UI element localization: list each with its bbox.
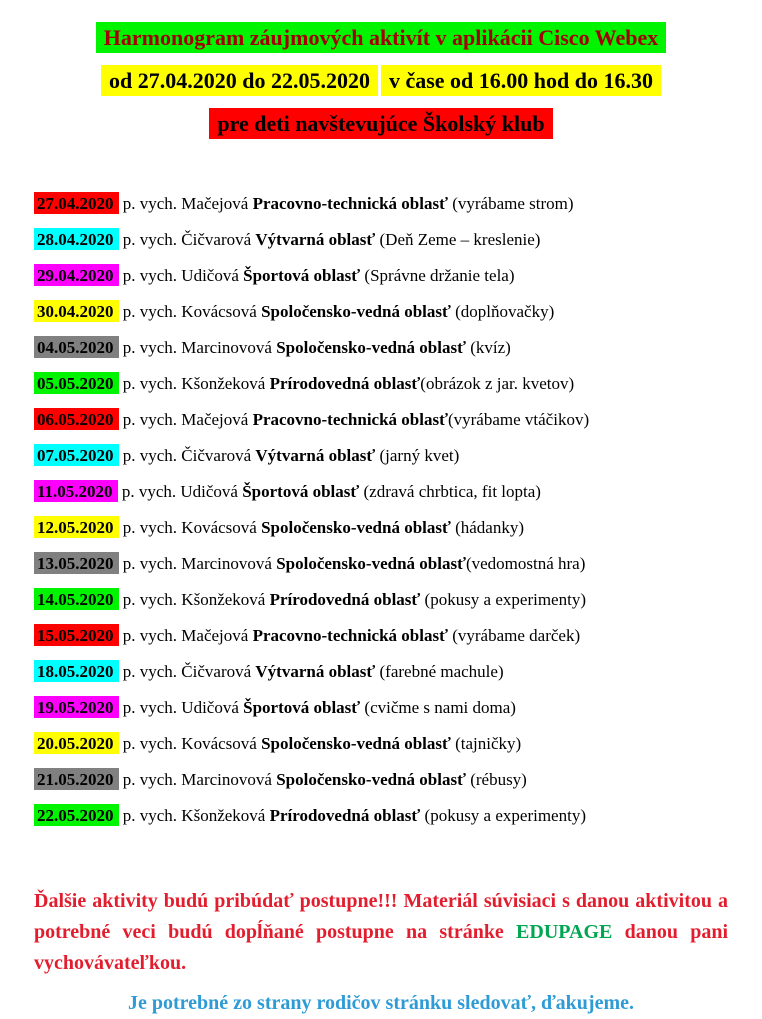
date-badge: 30.04.2020 <box>34 300 119 322</box>
date-badge: 12.05.2020 <box>34 516 119 538</box>
activity-area: Prírodovedná oblasť <box>269 806 421 825</box>
teacher-name: Kovácsová <box>181 302 257 321</box>
date-badge: 22.05.2020 <box>34 804 119 826</box>
activity-area: Športová oblasť <box>243 698 361 717</box>
teacher-name: Marcinovová <box>181 554 272 573</box>
schedule-row <box>34 264 762 286</box>
schedule-row <box>34 228 762 250</box>
activity-note: (Deň Zeme – kreslenie) <box>375 230 541 249</box>
title-audience: pre deti navštevujúce Školský klub <box>209 108 552 139</box>
schedule-row <box>34 624 762 646</box>
title-line-1 <box>0 22 762 53</box>
date-badge: 11.05.2020 <box>34 480 118 502</box>
date-badge: 04.05.2020 <box>34 336 119 358</box>
date-badge: 07.05.2020 <box>34 444 119 466</box>
activity-note: (hádanky) <box>450 518 525 537</box>
teacher-prefix: p. vych. <box>122 266 178 285</box>
teacher-name: Kšonžeková <box>181 374 266 393</box>
footer-reminder <box>0 988 762 1019</box>
schedule-row <box>34 768 762 790</box>
activity-area: Športová oblasť <box>242 482 360 501</box>
footer-notice <box>34 886 728 979</box>
schedule-row <box>34 804 762 826</box>
activity-area: Výtvarná oblasť <box>255 230 376 249</box>
teacher-name: Mačejová <box>181 194 249 213</box>
schedule-row <box>34 336 762 358</box>
activity-note: (doplňovačky) <box>450 302 555 321</box>
date-badge: 18.05.2020 <box>34 660 119 682</box>
activity-area: Prírodovedná oblasť <box>269 590 421 609</box>
teacher-name: Marcinovová <box>181 338 272 357</box>
teacher-prefix: p. vych. <box>122 518 178 537</box>
teacher-prefix: p. vych. <box>122 698 178 717</box>
schedule-row <box>34 552 762 574</box>
activity-area: Pracovno-technická oblasť <box>252 194 448 213</box>
teacher-name: Čičvarová <box>181 662 252 681</box>
date-badge: 05.05.2020 <box>34 372 119 394</box>
reminder-text: Je potrebné zo strany rodičov stránku sledovať, ďakujeme. <box>127 992 634 1014</box>
teacher-name: Mačejová <box>181 626 249 645</box>
title-line-3 <box>0 108 762 139</box>
activity-area: Spoločensko-vedná oblasť <box>261 302 451 321</box>
schedule-list <box>34 192 762 826</box>
date-badge: 21.05.2020 <box>34 768 119 790</box>
date-badge: 28.04.2020 <box>34 228 119 250</box>
teacher-name: Udičová <box>181 266 239 285</box>
activity-note: (kvíz) <box>465 338 511 357</box>
date-badge: 19.05.2020 <box>34 696 119 718</box>
activity-area: Pracovno-technická oblasť <box>252 410 448 429</box>
activity-note: (pokusy a experimenty) <box>420 590 586 609</box>
activity-note: (pokusy a experimenty) <box>420 806 586 825</box>
teacher-name: Udičová <box>180 482 238 501</box>
teacher-prefix: p. vych. <box>122 734 178 753</box>
schedule-row <box>34 516 762 538</box>
title-time-range: v čase od 16.00 hod do 16.30 <box>381 65 661 96</box>
activity-area: Spoločensko-vedná oblasť <box>276 554 466 573</box>
teacher-prefix: p. vych. <box>122 806 178 825</box>
activity-area: Spoločensko-vedná oblasť <box>276 338 466 357</box>
teacher-name: Kovácsová <box>181 734 257 753</box>
activity-note: (vyrábame darček) <box>447 626 581 645</box>
activity-area: Športová oblasť <box>243 266 361 285</box>
schedule-row <box>34 660 762 682</box>
schedule-row <box>34 696 762 718</box>
activity-note: (tajničky) <box>450 734 522 753</box>
teacher-name: Čičvarová <box>181 446 252 465</box>
teacher-prefix: p. vych. <box>122 230 178 249</box>
activity-area: Výtvarná oblasť <box>255 446 376 465</box>
teacher-prefix: p. vych. <box>122 302 178 321</box>
activity-note: (rébusy) <box>465 770 527 789</box>
teacher-prefix: p. vych. <box>122 194 178 213</box>
notice-text-part2: danou pani vychovávateľkou. <box>34 921 728 974</box>
date-badge: 27.04.2020 <box>34 192 119 214</box>
teacher-prefix: p. vych. <box>122 446 178 465</box>
activity-note: (vyrábame vtáčikov) <box>447 410 590 429</box>
schedule-row <box>34 732 762 754</box>
teacher-prefix: p. vych. <box>122 374 178 393</box>
teacher-name: Kšonžeková <box>181 806 266 825</box>
schedule-row <box>34 480 762 502</box>
teacher-prefix: p. vych. <box>121 482 177 501</box>
date-badge: 14.05.2020 <box>34 588 119 610</box>
activity-note: (jarný kvet) <box>375 446 460 465</box>
teacher-prefix: p. vych. <box>122 626 178 645</box>
date-badge: 29.04.2020 <box>34 264 119 286</box>
teacher-prefix: p. vych. <box>122 770 178 789</box>
title-line-2 <box>0 65 762 96</box>
activity-area: Výtvarná oblasť <box>255 662 376 681</box>
activity-note: (cvičme s nami doma) <box>360 698 516 717</box>
activity-area: Spoločensko-vedná oblasť <box>261 734 451 753</box>
activity-note: (Správne držanie tela) <box>360 266 515 285</box>
date-badge: 15.05.2020 <box>34 624 119 646</box>
title-main: Harmonogram záujmových aktivít v aplikácii Cisco Webex <box>96 22 666 53</box>
activity-note: (farebné machule) <box>375 662 504 681</box>
teacher-prefix: p. vych. <box>122 662 178 681</box>
schedule-row <box>34 588 762 610</box>
schedule-row <box>34 408 762 430</box>
teacher-name: Mačejová <box>181 410 249 429</box>
title-block <box>0 0 762 139</box>
teacher-prefix: p. vych. <box>122 554 178 573</box>
schedule-row <box>34 300 762 322</box>
teacher-name: Udičová <box>181 698 239 717</box>
activity-note: (vyrábame strom) <box>447 194 574 213</box>
activity-area: Pracovno-technická oblasť <box>252 626 448 645</box>
schedule-row <box>34 372 762 394</box>
activity-note: (zdravá chrbtica, fit lopta) <box>359 482 541 501</box>
teacher-prefix: p. vych. <box>122 410 178 429</box>
date-badge: 13.05.2020 <box>34 552 119 574</box>
teacher-prefix: p. vych. <box>122 590 178 609</box>
activity-note: (obrázok z jar. kvetov) <box>420 374 575 393</box>
date-badge: 06.05.2020 <box>34 408 119 430</box>
activity-note: (vedomostná hra) <box>465 554 586 573</box>
teacher-prefix: p. vych. <box>122 338 178 357</box>
teacher-name: Marcinovová <box>181 770 272 789</box>
activity-area: Prírodovedná oblasť <box>269 374 421 393</box>
teacher-name: Čičvarová <box>181 230 252 249</box>
teacher-name: Kovácsová <box>181 518 257 537</box>
edupage-label: EDUPAGE <box>516 921 613 943</box>
activity-area: Spoločensko-vedná oblasť <box>276 770 466 789</box>
schedule-row <box>34 444 762 466</box>
notice-text-part1: Ďalšie aktivity budú pribúdať postupne!!! Materiál súvisiaci s danou aktivitou a potrebné veci budú dopĺňané postupne na stránke <box>34 890 728 943</box>
title-date-range: od 27.04.2020 do 22.05.2020 <box>101 65 378 96</box>
date-badge: 20.05.2020 <box>34 732 119 754</box>
activity-area: Spoločensko-vedná oblasť <box>261 518 451 537</box>
teacher-name: Kšonžeková <box>181 590 266 609</box>
schedule-row <box>34 192 762 214</box>
